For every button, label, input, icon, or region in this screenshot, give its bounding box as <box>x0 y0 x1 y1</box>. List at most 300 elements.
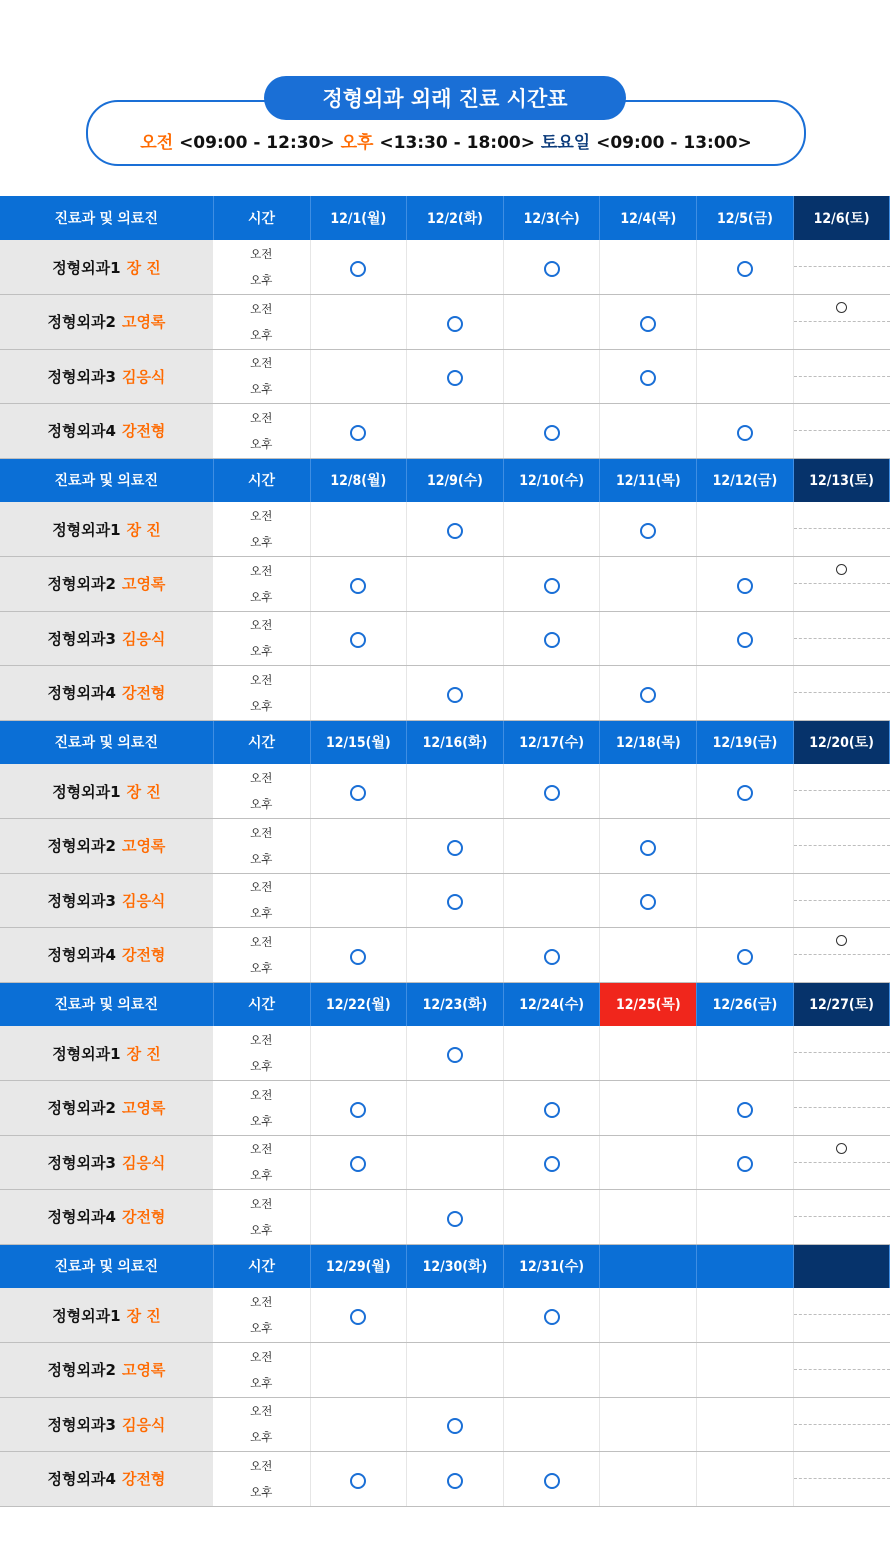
circle-mark-icon <box>640 687 656 703</box>
schedule-cell <box>600 502 697 557</box>
doctor-name: 고영록 <box>121 837 166 856</box>
schedule-cell <box>600 295 697 350</box>
schedule-cell <box>407 764 504 819</box>
am-time-label: 오전 <box>250 934 273 949</box>
saturday-cell <box>793 1190 890 1245</box>
saturday-cell <box>793 764 890 819</box>
am-time-label: 오전 <box>250 1033 273 1047</box>
table-row <box>0 1081 890 1136</box>
doctor-name: 고영록 <box>121 1099 166 1118</box>
dept-name: 정형외과3 <box>47 629 116 648</box>
saturday-cell <box>793 928 890 983</box>
schedule-cell <box>600 1135 697 1190</box>
saturday-label: 토요일 <box>540 133 591 153</box>
pm-time-label: 오후 <box>250 589 273 604</box>
time-cell <box>213 1397 310 1452</box>
doctor-name: 장 진 <box>126 520 161 539</box>
pm-time-label: 오후 <box>250 960 273 975</box>
table-row <box>0 404 890 459</box>
saturday-cell <box>793 502 890 557</box>
saturday-cell <box>793 611 890 666</box>
dept-cell <box>0 1026 213 1081</box>
dept-cell <box>0 1288 213 1343</box>
dept-name: 정형외과3 <box>47 891 116 910</box>
week-header-row <box>0 196 890 240</box>
dept-name: 정형외과1 <box>52 520 121 539</box>
schedule-cell <box>503 928 600 983</box>
dept-cell <box>0 240 213 295</box>
dept-name: 정형외과3 <box>47 1153 116 1172</box>
doctor-name: 장 진 <box>126 782 161 801</box>
dept-name: 정형외과2 <box>47 1099 116 1118</box>
circle-mark-icon <box>350 1102 366 1118</box>
time-cell <box>213 1026 310 1081</box>
schedule-cell <box>310 928 407 983</box>
schedule-cell <box>407 240 504 295</box>
pm-time-label: 오후 <box>250 382 273 397</box>
schedule-cell <box>407 1452 504 1507</box>
saturday-cell <box>793 873 890 928</box>
week-header-row <box>0 1244 890 1288</box>
schedule-cell <box>697 349 794 404</box>
schedule-cell <box>310 1397 407 1452</box>
dept-cell <box>0 349 213 404</box>
circle-mark-icon <box>737 949 753 965</box>
divider <box>794 1052 890 1053</box>
schedule-cell <box>600 1288 697 1343</box>
schedule-cell <box>503 295 600 350</box>
circle-mark-icon <box>350 578 366 594</box>
header-date: 12/17(수) <box>503 720 600 764</box>
time-cell <box>213 1081 310 1136</box>
dept-cell <box>0 1343 213 1398</box>
dept-name: 정형외과3 <box>47 367 116 386</box>
doctor-name: 김응식 <box>121 1153 166 1172</box>
schedule-cell <box>503 557 600 612</box>
table-row <box>0 557 890 612</box>
doctor-name: 김응식 <box>121 1415 166 1434</box>
schedule-cell <box>310 873 407 928</box>
schedule-cell <box>407 1288 504 1343</box>
schedule-cell <box>310 666 407 721</box>
circle-mark-icon <box>544 1102 560 1118</box>
schedule-cell <box>600 928 697 983</box>
am-time-label: 오전 <box>250 247 273 261</box>
dept-name: 정형외과1 <box>52 1044 121 1063</box>
dept-name: 정형외과4 <box>47 946 116 965</box>
schedule-cell <box>310 1190 407 1245</box>
time-cell <box>213 1135 310 1190</box>
schedule-cell <box>503 1397 600 1452</box>
divider <box>794 430 890 431</box>
circle-mark-icon <box>350 425 366 441</box>
schedule-cell <box>697 295 794 350</box>
table-row <box>0 819 890 874</box>
saturday-cell <box>793 1026 890 1081</box>
divider <box>794 583 890 584</box>
table-row <box>0 1397 890 1452</box>
dept-cell <box>0 873 213 928</box>
schedule-cell <box>697 764 794 819</box>
pm-time-label: 오후 <box>250 797 273 811</box>
am-label: 오전 <box>140 133 174 153</box>
schedule-cell <box>600 1026 697 1081</box>
schedule-cell <box>310 1135 407 1190</box>
header-time: 시간 <box>213 982 310 1026</box>
schedule-cell <box>600 349 697 404</box>
schedule-cell <box>697 404 794 459</box>
circle-mark-icon <box>447 316 463 332</box>
dept-name: 정형외과2 <box>47 313 116 332</box>
schedule-cell <box>310 502 407 557</box>
circle-mark-icon <box>544 632 560 648</box>
divider <box>794 1478 890 1479</box>
doctor-name: 장 진 <box>126 1044 161 1063</box>
schedule-cell <box>503 404 600 459</box>
dept-name: 정형외과1 <box>52 258 121 277</box>
time-cell <box>213 404 310 459</box>
circle-mark-icon <box>836 1143 847 1154</box>
schedule-cell <box>697 611 794 666</box>
circle-mark-icon <box>350 1156 366 1172</box>
doctor-name: 고영록 <box>121 313 166 332</box>
divider <box>794 1216 890 1217</box>
doctor-name: 장 진 <box>126 258 161 277</box>
circle-mark-icon <box>640 316 656 332</box>
schedule-cell <box>697 502 794 557</box>
dept-cell <box>0 764 213 819</box>
time-cell <box>213 1288 310 1343</box>
dept-cell <box>0 611 213 666</box>
schedule-cell <box>503 1288 600 1343</box>
saturday-cell <box>793 819 890 874</box>
dept-cell <box>0 502 213 557</box>
dept-cell <box>0 1081 213 1136</box>
header-date-saturday: 12/27(토) <box>793 982 890 1026</box>
header-date: 12/23(화) <box>407 982 504 1026</box>
schedule-cell <box>407 666 504 721</box>
am-time-label: 오전 <box>250 1196 273 1211</box>
divider <box>794 790 890 791</box>
circle-mark-icon <box>640 894 656 910</box>
schedule-cell <box>600 1081 697 1136</box>
header-date: 12/15(월) <box>310 720 407 764</box>
doctor-name: 강전형 <box>121 1470 166 1489</box>
schedule-cell <box>697 1343 794 1398</box>
header-date: 12/25(목) <box>600 982 697 1026</box>
circle-mark-icon <box>350 1473 366 1489</box>
circle-mark-icon <box>447 370 463 386</box>
circle-mark-icon <box>737 1156 753 1172</box>
am-time-label: 오전 <box>250 1349 273 1364</box>
divider <box>794 1424 890 1425</box>
circle-mark-icon <box>544 1309 560 1325</box>
week-header-row <box>0 982 890 1026</box>
saturday-cell <box>793 1081 890 1136</box>
circle-mark-icon <box>737 1102 753 1118</box>
circle-mark-icon <box>836 302 847 313</box>
schedule-cell <box>600 873 697 928</box>
schedule-cell <box>697 873 794 928</box>
header-date: 12/4(목) <box>600 196 697 240</box>
header-date-saturday <box>793 1244 890 1288</box>
schedule-cell <box>407 1135 504 1190</box>
schedule-cell <box>697 1288 794 1343</box>
circle-mark-icon <box>350 632 366 648</box>
saturday-cell <box>793 1343 890 1398</box>
time-cell <box>213 240 310 295</box>
divider <box>794 1107 890 1108</box>
saturday-cell <box>793 557 890 612</box>
circle-mark-icon <box>447 894 463 910</box>
circle-mark-icon <box>447 1418 463 1434</box>
circle-mark-icon <box>544 261 560 277</box>
schedule-cell <box>310 1452 407 1507</box>
saturday-cell <box>793 1452 890 1507</box>
schedule-cell <box>600 1452 697 1507</box>
header-date: 12/10(수) <box>503 458 600 502</box>
header-date: 12/26(금) <box>697 982 794 1026</box>
pm-time-label: 오후 <box>250 1430 273 1445</box>
circle-mark-icon <box>737 785 753 801</box>
circle-mark-icon <box>447 687 463 703</box>
am-time-label: 오전 <box>250 1087 273 1102</box>
pm-time-label: 오후 <box>250 1321 273 1335</box>
schedule-cell <box>600 557 697 612</box>
doctor-name: 김응식 <box>121 629 166 648</box>
schedule-cell <box>503 349 600 404</box>
table-row <box>0 666 890 721</box>
circle-mark-icon <box>544 425 560 441</box>
header-date-saturday: 12/13(토) <box>793 458 890 502</box>
divider <box>794 692 890 693</box>
circle-mark-icon <box>350 261 366 277</box>
dept-name: 정형외과1 <box>52 782 121 801</box>
dept-name: 정형외과2 <box>47 575 116 594</box>
schedule-cell <box>310 1081 407 1136</box>
am-time-label: 오전 <box>250 1458 273 1473</box>
dept-name: 정형외과4 <box>47 684 116 703</box>
schedule-cell <box>407 611 504 666</box>
header-date-saturday: 12/6(토) <box>793 196 890 240</box>
schedule-cell <box>697 819 794 874</box>
header-date: 12/12(금) <box>697 458 794 502</box>
schedule-cell <box>407 557 504 612</box>
header-date: 12/8(월) <box>310 458 407 502</box>
circle-mark-icon <box>544 785 560 801</box>
header-dept: 진료과 및 의료진 <box>0 1244 213 1288</box>
header-date: 12/19(금) <box>697 720 794 764</box>
schedule-cell <box>407 502 504 557</box>
dept-cell <box>0 666 213 721</box>
dept-name: 정형외과4 <box>47 1470 116 1489</box>
doctor-name: 강전형 <box>121 684 166 703</box>
dept-cell <box>0 1397 213 1452</box>
schedule-cell <box>503 1343 600 1398</box>
table-row <box>0 1288 890 1343</box>
schedule-cell <box>310 611 407 666</box>
circle-mark-icon <box>447 840 463 856</box>
table-row <box>0 1452 890 1507</box>
pm-time-label: 오후 <box>250 1222 273 1237</box>
header-date: 12/29(월) <box>310 1244 407 1288</box>
schedule-cell <box>310 240 407 295</box>
dept-cell <box>0 404 213 459</box>
divider <box>794 1162 890 1163</box>
schedule-cell <box>697 666 794 721</box>
am-time-label: 오전 <box>250 410 273 425</box>
schedule-cell <box>310 1026 407 1081</box>
schedule-cell <box>310 819 407 874</box>
saturday-cell <box>793 349 890 404</box>
saturday-cell <box>793 1288 890 1343</box>
circle-mark-icon <box>544 1156 560 1172</box>
am-time-label: 오전 <box>250 825 273 840</box>
table-row <box>0 1135 890 1190</box>
dept-cell <box>0 1452 213 1507</box>
schedule-cell <box>600 819 697 874</box>
dept-cell <box>0 928 213 983</box>
doctor-name: 김응식 <box>121 367 166 386</box>
header-time: 시간 <box>213 458 310 502</box>
schedule-cell <box>310 295 407 350</box>
circle-mark-icon <box>737 632 753 648</box>
circle-mark-icon <box>640 523 656 539</box>
page-title: 정형외과 외래 진료 시간표 <box>264 76 626 120</box>
am-time-label: 오전 <box>250 618 273 633</box>
am-time-label: 오전 <box>250 771 273 785</box>
time-cell <box>213 1343 310 1398</box>
time-cell <box>213 349 310 404</box>
doctor-name: 고영록 <box>121 575 166 594</box>
circle-mark-icon <box>737 578 753 594</box>
schedule-cell <box>697 928 794 983</box>
table-row <box>0 349 890 404</box>
saturday-cell <box>793 240 890 295</box>
header-date <box>600 1244 697 1288</box>
schedule-cell <box>697 1026 794 1081</box>
dept-cell <box>0 819 213 874</box>
schedule-cell <box>600 611 697 666</box>
divider <box>794 638 890 639</box>
pm-time-label: 오후 <box>250 273 273 287</box>
pm-time: <13:30 - 18:00> <box>379 133 535 153</box>
circle-mark-icon <box>836 564 847 575</box>
schedule-cell <box>310 1288 407 1343</box>
schedule-cell <box>503 1026 600 1081</box>
time-cell <box>213 295 310 350</box>
header-date-saturday: 12/20(토) <box>793 720 890 764</box>
week-header-row <box>0 458 890 502</box>
divider <box>794 954 890 955</box>
header-date: 12/30(화) <box>407 1244 504 1288</box>
doctor-name: 장 진 <box>126 1306 161 1325</box>
schedule-cell <box>600 404 697 459</box>
doctor-name: 고영록 <box>121 1361 166 1380</box>
pm-time-label: 오후 <box>250 1113 273 1128</box>
week-header-row <box>0 720 890 764</box>
saturday-time: <09:00 - 13:00> <box>596 133 752 153</box>
doctor-name: 강전형 <box>121 1208 166 1227</box>
circle-mark-icon <box>836 935 847 946</box>
header-date: 12/22(월) <box>310 982 407 1026</box>
clinic-hours <box>86 128 806 153</box>
am-time-label: 오전 <box>250 1404 273 1419</box>
schedule-cell <box>407 1026 504 1081</box>
time-cell <box>213 928 310 983</box>
pm-time-label: 오후 <box>250 327 273 342</box>
schedule-cell <box>697 1135 794 1190</box>
circle-mark-icon <box>350 1309 366 1325</box>
schedule-cell <box>503 873 600 928</box>
dept-cell <box>0 1135 213 1190</box>
schedule-cell <box>503 502 600 557</box>
header-dept: 진료과 및 의료진 <box>0 982 213 1026</box>
header-date: 12/3(수) <box>503 196 600 240</box>
time-cell <box>213 557 310 612</box>
am-time-label: 오전 <box>250 880 273 895</box>
time-cell <box>213 502 310 557</box>
table-row <box>0 1343 890 1398</box>
pm-time-label: 오후 <box>250 851 273 866</box>
schedule-cell <box>600 764 697 819</box>
table-row <box>0 295 890 350</box>
schedule-cell <box>697 1397 794 1452</box>
am-time-label: 오전 <box>250 509 273 523</box>
circle-mark-icon <box>544 578 560 594</box>
divider <box>794 528 890 529</box>
divider <box>794 376 890 377</box>
schedule-cell <box>697 1452 794 1507</box>
header-date: 12/16(화) <box>407 720 504 764</box>
dept-name: 정형외과2 <box>47 837 116 856</box>
schedule-cell <box>697 557 794 612</box>
schedule-cell <box>407 1397 504 1452</box>
schedule-cell <box>407 349 504 404</box>
schedule-cell <box>407 1343 504 1398</box>
schedule-cell <box>697 1190 794 1245</box>
doctor-name: 강전형 <box>121 422 166 441</box>
header-dept: 진료과 및 의료진 <box>0 196 213 240</box>
time-cell <box>213 611 310 666</box>
circle-mark-icon <box>447 523 463 539</box>
pm-time-label: 오후 <box>250 644 273 659</box>
divider <box>794 845 890 846</box>
am-time-label: 오전 <box>250 563 273 578</box>
header-date: 12/31(수) <box>503 1244 600 1288</box>
saturday-cell <box>793 295 890 350</box>
dept-cell <box>0 1190 213 1245</box>
schedule-cell <box>310 1343 407 1398</box>
schedule-cell <box>407 404 504 459</box>
dept-name: 정형외과1 <box>52 1306 121 1325</box>
pm-time-label: 오후 <box>250 1168 273 1183</box>
circle-mark-icon <box>737 425 753 441</box>
pm-time-label: 오후 <box>250 1484 273 1499</box>
pm-time-label: 오후 <box>250 1059 273 1073</box>
header-date: 12/9(수) <box>407 458 504 502</box>
pm-time-label: 오후 <box>250 698 273 713</box>
header-date: 12/2(화) <box>407 196 504 240</box>
circle-mark-icon <box>640 840 656 856</box>
doctor-name: 강전형 <box>121 946 166 965</box>
header-date: 12/24(수) <box>503 982 600 1026</box>
pm-time-label: 오후 <box>250 436 273 451</box>
pm-label: 오후 <box>340 133 374 153</box>
dept-cell <box>0 557 213 612</box>
schedule-cell <box>503 611 600 666</box>
am-time-label: 오전 <box>250 1295 273 1309</box>
